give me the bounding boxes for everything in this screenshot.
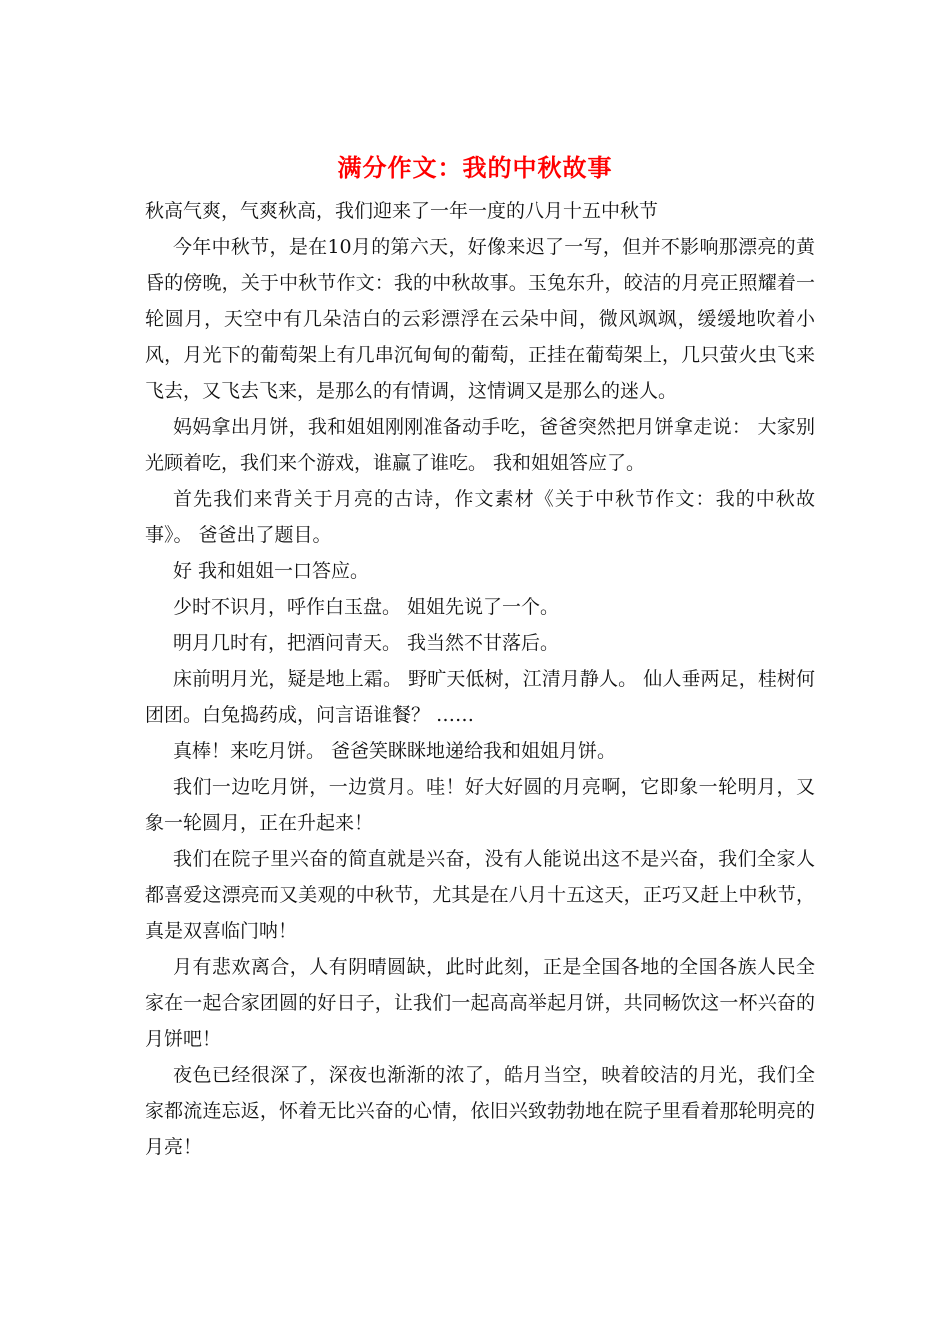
- paragraph: 床前明月光，疑是地上霜。 野旷天低树，江清月静人。 仙人垂两足，桂树何团团。白兔捣药成，问言语谁餐？ ……: [145, 668, 815, 726]
- paragraph: 妈妈拿出月饼，我和姐姐刚刚准备动手吃，爸爸突然把月饼拿走说： 大家别光顾着吃，我们来个游戏，谁赢了谁吃。 我和姐姐答应了。: [145, 416, 815, 474]
- paragraph: 月有悲欢离合，人有阴晴圆缺，此时此刻，正是全国各地的全国各族人民全家在一起合家团圆的好日子，让我们一起高高举起月饼，共同畅饮这一杯兴奋的月饼吧！: [145, 956, 815, 1050]
- paragraph: 我们一边吃月饼，一边赏月。哇！好大好圆的月亮啊，它即象一轮明月，又象一轮圆月，正在升起来！: [145, 776, 815, 834]
- document-body: [145, 193, 815, 1165]
- paragraph: 夜色已经很深了，深夜也渐渐的浓了，皓月当空，映着皎洁的月光，我们全家都流连忘返，怀着无比兴奋的心情，依旧兴致勃勃地在院子里看着那轮明亮的月亮！: [145, 1064, 815, 1158]
- paragraph: 少时不识月，呼作白玉盘。 姐姐先说了一个。: [173, 596, 560, 618]
- paragraph: 今年中秋节，是在10月的第六天，好像来迟了一写，但并不影响那漂亮的黄昏的傍晚，关于中秋节作文：我的中秋故事。玉兔东升，皎洁的月亮正照耀着一轮圆月，天空中有几朵洁白的云彩漂浮在云朵中间，微风飒飒，缓缓地吹着小风，月光下的葡萄架上有几串沉甸甸的葡萄，正挂在葡萄架上，几只萤火虫飞来飞去，又飞去飞来，是那么的有情调，这情调又是那么的迷人。: [145, 236, 815, 402]
- paragraph: 秋高气爽，气爽秋高，我们迎来了一年一度的八月十五中秋节: [145, 200, 659, 222]
- paragraph: 我们在院子里兴奋的简直就是兴奋，没有人能说出这不是兴奋，我们全家人都喜爱这漂亮而又美观的中秋节，尤其是在八月十五这天，正巧又赶上中秋节，真是双喜临门呐！: [145, 848, 815, 942]
- paragraph: 明月几时有，把酒问青天。 我当然不甘落后。: [173, 632, 560, 654]
- paragraph: 好 我和姐姐一口答应。: [173, 560, 370, 582]
- paragraph: 首先我们来背关于月亮的古诗，作文素材《关于中秋节作文：我的中秋故事》。 爸爸出了题目。: [145, 488, 815, 546]
- document-title: 满分作文：我的中秋故事: [337, 153, 613, 182]
- paragraph: 真棒！来吃月饼。 爸爸笑眯眯地递给我和姐姐月饼。: [173, 740, 617, 762]
